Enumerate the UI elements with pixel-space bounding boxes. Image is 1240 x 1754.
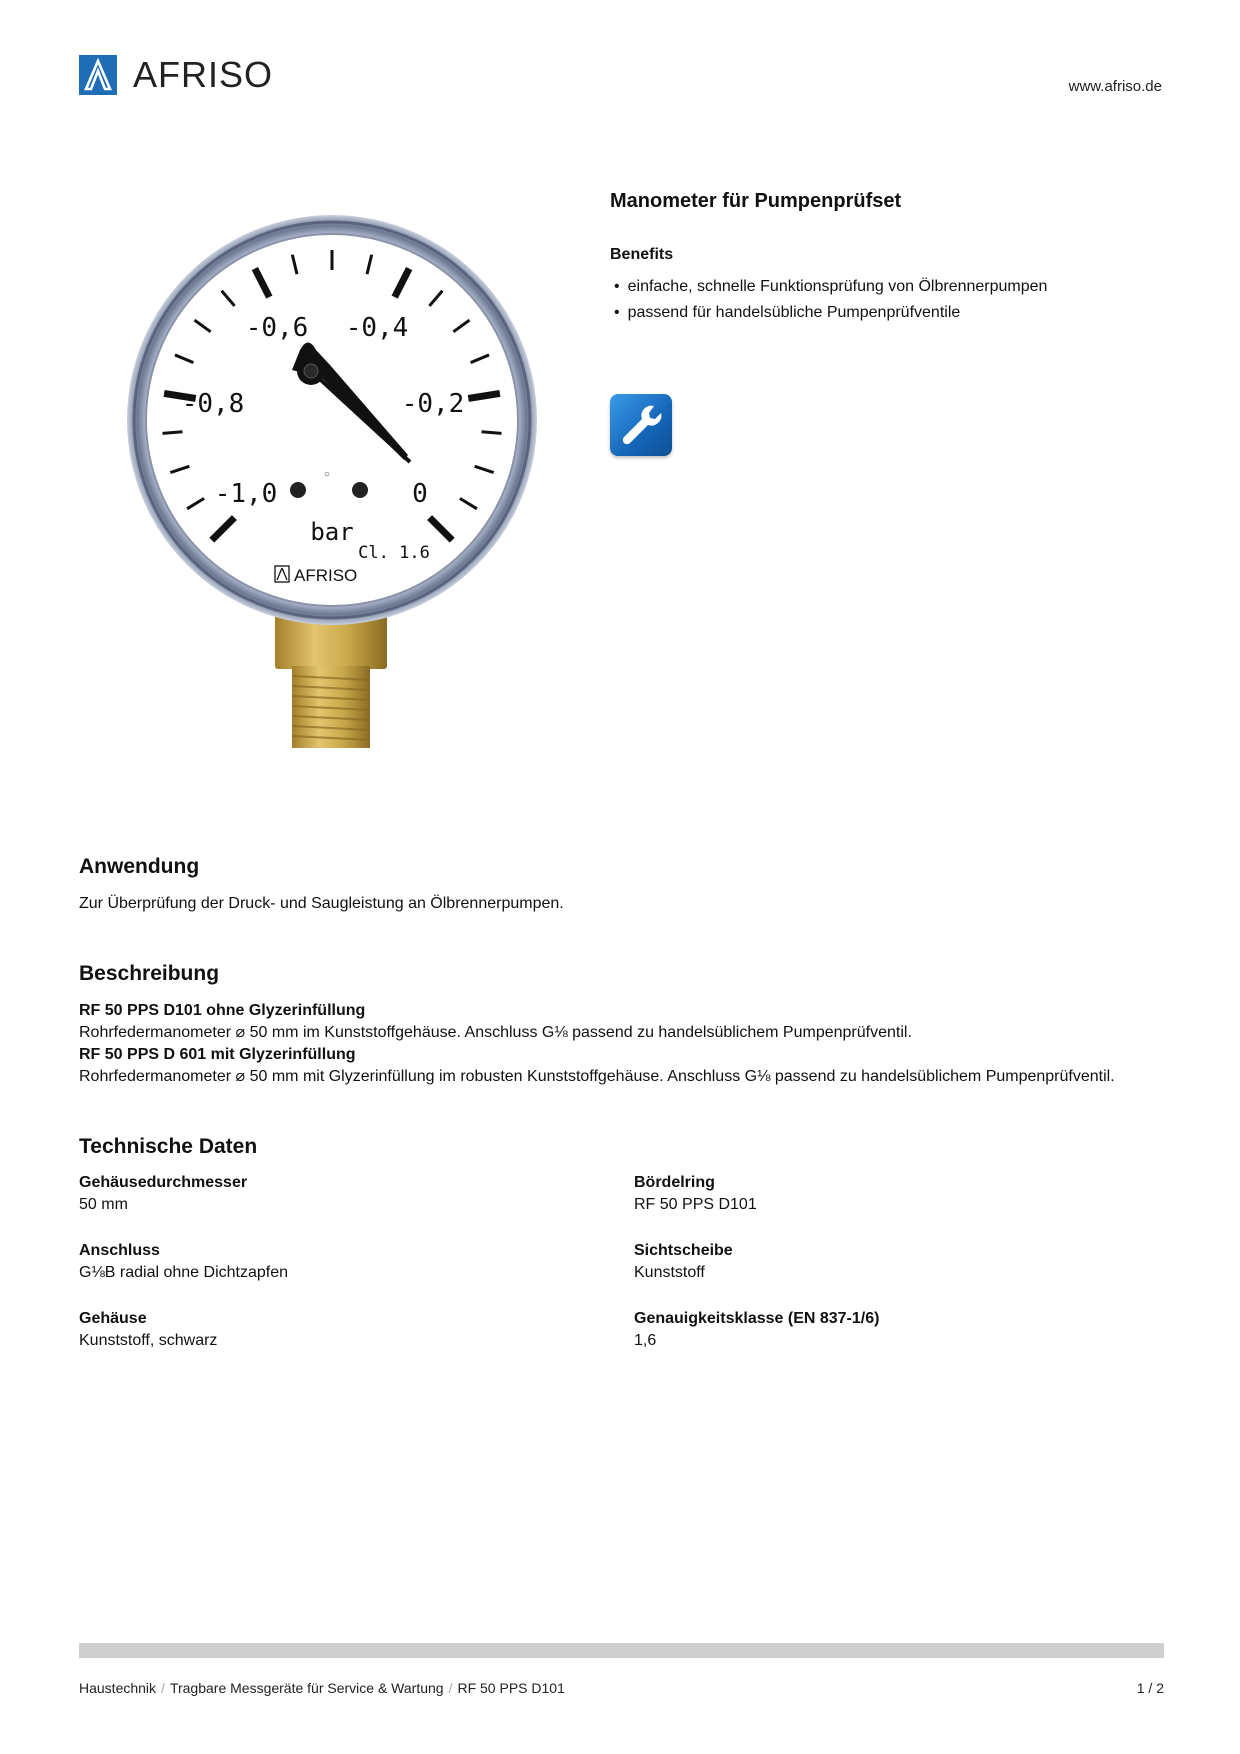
gauge-unit: bar (310, 518, 354, 546)
gauge-label: -0,8 (181, 389, 245, 419)
breadcrumb-item[interactable]: RF 50 PPS D101 (457, 1680, 565, 1696)
tech-label: Bördelring (634, 1174, 715, 1191)
benefit-item: • einfache, schnelle Funktionsprüfung von Ölbrennerpumpen (614, 274, 1047, 300)
afriso-logo-icon (79, 55, 117, 95)
gauge-brand: AFRISO (294, 566, 358, 585)
tech-label: Sichtscheibe (634, 1242, 733, 1259)
page-number: 1 / 2 (1136, 1680, 1164, 1696)
breadcrumb-separator: / (161, 1680, 165, 1696)
wrench-icon (610, 394, 672, 456)
beschreibung-block (79, 1000, 1179, 1088)
anwendung-text: Zur Überprüfung der Druck- und Saugleistung an Ölbrennerpumpen. (79, 895, 564, 912)
product-image (120, 200, 550, 760)
beschreibung-text: Rohrfedermanometer ⌀ 50 mm mit Glyzerinfüllung im robusten Kunststoffgehäuse. Anschluss G⅛ passend zu handelsüblichem Pumpenprüfventil. (79, 1068, 1115, 1085)
section-title-technische-daten: Technische Daten (79, 1135, 258, 1158)
section-title-beschreibung: Beschreibung (79, 962, 220, 985)
beschreibung-heading: RF 50 PPS D101 ohne Glyzerinfüllung (79, 1002, 366, 1019)
logo-text: AFRISO (133, 54, 274, 95)
tech-label: Anschluss (79, 1242, 160, 1259)
tech-item (634, 1240, 1134, 1284)
tech-value: Kunststoff, schwarz (79, 1332, 218, 1349)
gauge-label: -0,2 (401, 389, 465, 419)
breadcrumb (79, 1680, 565, 1696)
beschreibung-heading: RF 50 PPS D 601 mit Glyzerinfüllung (79, 1046, 356, 1063)
tech-label: Genauigkeitsklasse (EN 837-1/6) (634, 1310, 880, 1327)
tech-item (79, 1172, 579, 1216)
gauge-label: -0,6 (245, 313, 309, 343)
svg-text:○: ○ (323, 469, 331, 480)
beschreibung-text: Rohrfedermanometer ⌀ 50 mm im Kunststoffgehäuse. Anschluss G⅛ passend zu handelsüblichem Pumpenprüfventil. (79, 1024, 912, 1041)
gauge-class: Cl. 1.6 (358, 543, 430, 563)
gauge-label: -0,4 (345, 313, 409, 343)
gauge-label: -1,0 (214, 479, 278, 509)
breadcrumb-separator: / (448, 1680, 453, 1696)
product-title: Manometer für Pumpenprüfset (610, 190, 902, 212)
tech-item (79, 1240, 579, 1284)
tech-item (634, 1308, 1134, 1352)
tech-value: 50 mm (79, 1196, 128, 1213)
gauge-tick (163, 432, 183, 434)
tech-value: G⅛B radial ohne Dichtzapfen (79, 1264, 289, 1281)
benefits-heading: Benefits (610, 246, 674, 263)
tech-label: Gehäusedurchmesser (79, 1174, 248, 1191)
tech-item (634, 1172, 1134, 1216)
benefit-item: • passend für handelsübliche Pumpenprüfventile (614, 300, 1047, 326)
footer-divider (79, 1643, 1164, 1658)
section-title-anwendung: Anwendung (79, 855, 200, 878)
gauge-tick (482, 432, 502, 434)
benefits-list (614, 274, 1047, 326)
breadcrumb-item[interactable]: Haustechnik (79, 1680, 157, 1696)
tech-value: Kunststoff (634, 1264, 705, 1281)
afriso-logo[interactable] (79, 55, 273, 95)
gauge-tick (468, 393, 500, 398)
breadcrumb-item[interactable]: Tragbare Messgeräte für Service & Wartung (169, 1680, 444, 1696)
tech-item (79, 1308, 579, 1352)
site-url-link[interactable]: www.afriso.de (1068, 78, 1162, 95)
tech-label: Gehäuse (79, 1310, 147, 1327)
tech-value: RF 50 PPS D101 (634, 1196, 757, 1213)
tech-value: 1,6 (634, 1332, 657, 1349)
gauge-label: 0 (412, 479, 428, 509)
